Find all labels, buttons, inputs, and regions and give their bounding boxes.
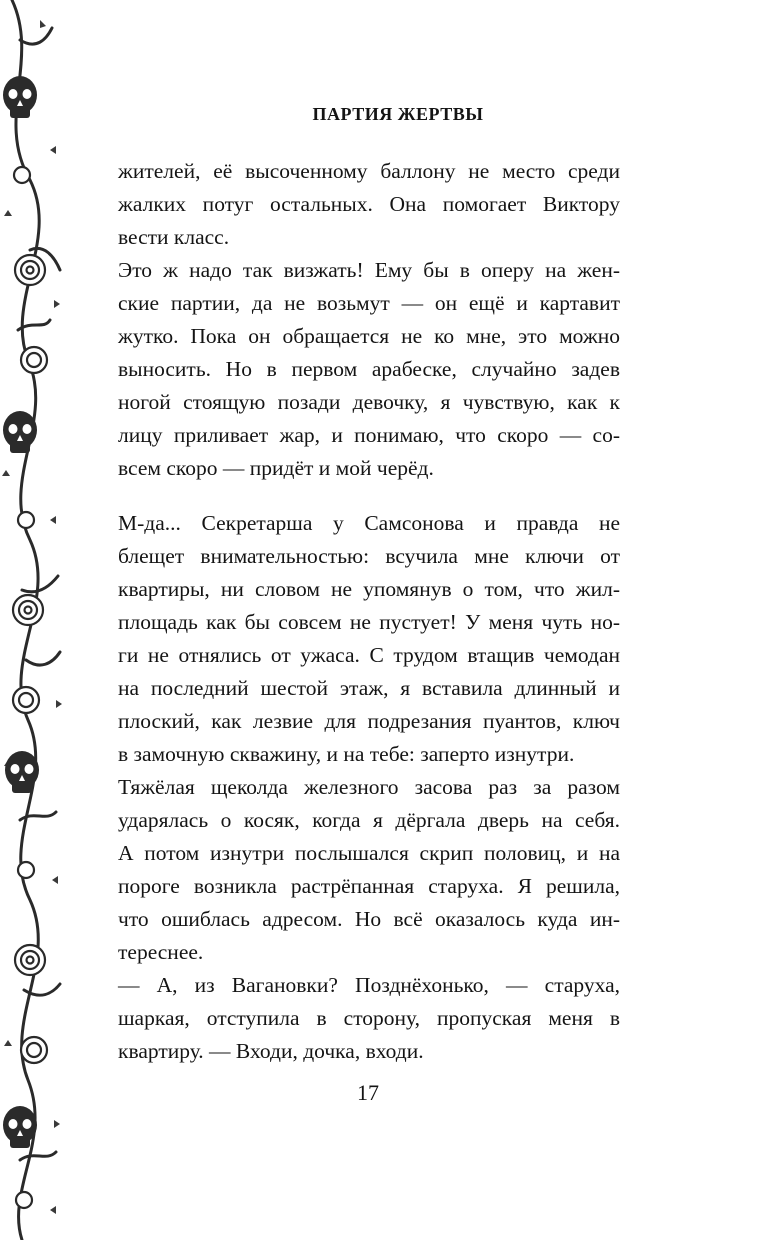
text-line: вести класс. (118, 225, 230, 249)
text-line-indented: Тяжёлая щеколда железного засова раз за разом (118, 775, 620, 799)
text-line: пороге возникла растрёпанная старуха. Я решила, (118, 874, 620, 898)
text-line: жителей, её высоченному баллону не место среди (118, 159, 620, 183)
text-line: лицу приливает жар, и понимаю, что скоро — со- (118, 423, 620, 447)
text-line: А потом изнутри послышался скрип половиц, и на (118, 841, 620, 865)
text-line: на последний шестой этаж, я вставила длинный и (118, 676, 620, 700)
text-line: тереснее. (118, 940, 204, 964)
text-line: квартиры, ни словом не упомянув о том, что жил- (118, 577, 620, 601)
page-number: 17 (357, 1080, 379, 1105)
text-line: всем скоро — придёт и мой черёд. (118, 456, 434, 480)
text-line-indented: — А, из Вагановки? Позднёхонько, — старуха, (118, 973, 620, 997)
text-line: квартиру. — Входи, дочка, входи. (118, 1039, 424, 1063)
running-title: ПАРТИЯ ЖЕРТВЫ (312, 104, 484, 124)
text-line: площадь как бы совсем не пустует! У меня чуть но- (118, 610, 620, 634)
text-line: ударялась о косяк, когда я дёргала дверь на себя. (118, 808, 620, 832)
text-line: ские партии, да не возьмут — он ещё и картавит (118, 291, 620, 315)
text-line: плоский, как лезвие для подрезания пуантов, ключ (118, 709, 620, 733)
text-line: в замочную скважину, и на тебе: заперто изнутри. (118, 742, 575, 766)
text-line: блещет внимательностью: всучила мне ключи от (118, 544, 620, 568)
text-line: что ошиблась адресом. Но всё оказалось куда ин- (118, 907, 620, 931)
text-line-indented: М-да... Секретарша у Самсонова и правда не (118, 511, 620, 535)
text-line-indented: Это ж надо так визжать! Ему бы в оперу на жен- (118, 258, 620, 282)
text-line: жалких потуг остальных. Она помогает Виктору (118, 192, 620, 216)
text-line: выносить. Но в первом арабеске, случайно задев (118, 357, 620, 381)
text-line: шаркая, отступила в сторону, пропуская меня в (118, 1006, 620, 1030)
text-line: жутко. Пока он обращается не ко мне, это можно (118, 324, 620, 348)
text-line: ногой стоящую позади девочку, я чувствую, как к (118, 390, 620, 414)
text-line: ги не отнялись от ужаса. С трудом втащив чемодан (118, 643, 620, 667)
